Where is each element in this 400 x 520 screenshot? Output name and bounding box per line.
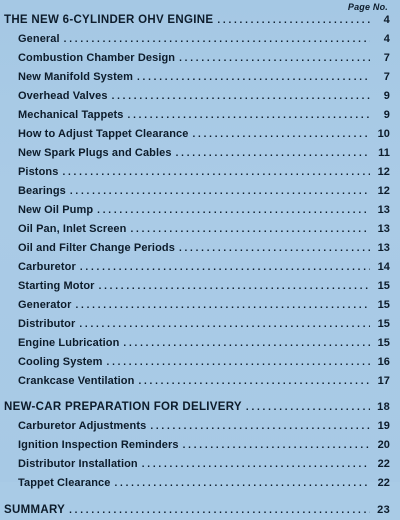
leader-dots xyxy=(62,163,370,182)
toc-entry[interactable] xyxy=(4,125,390,144)
toc-page-number: 9 xyxy=(383,90,390,102)
toc-page-number: 15 xyxy=(377,337,390,349)
toc-entry-title: How to Adjust Tappet Clearance xyxy=(18,128,189,140)
toc-entry-title: New Manifold System xyxy=(18,71,133,83)
toc-entry-title: Oil Pan, Inlet Screen xyxy=(18,223,127,235)
toc-page-number: 16 xyxy=(377,356,390,368)
toc-page-number: 13 xyxy=(377,204,390,216)
leader-dots xyxy=(80,258,370,277)
toc-entry[interactable] xyxy=(4,315,390,334)
toc-page-number: 7 xyxy=(383,52,390,64)
toc-page-number: 11 xyxy=(378,147,390,159)
toc-entry[interactable] xyxy=(4,296,390,315)
leader-dots xyxy=(192,125,370,144)
section-spacer xyxy=(4,493,390,501)
toc-page-number: 10 xyxy=(377,128,390,140)
toc-section-engine xyxy=(4,11,390,391)
toc-page-number: 9 xyxy=(383,109,390,121)
toc-entry[interactable] xyxy=(4,49,390,68)
toc-entry[interactable] xyxy=(4,455,390,474)
toc-entry-title: Tappet Clearance xyxy=(18,477,111,489)
toc-entry[interactable] xyxy=(4,201,390,220)
leader-dots xyxy=(142,455,370,474)
toc-entry[interactable] xyxy=(4,106,390,125)
toc-entry-title: Starting Motor xyxy=(18,280,95,292)
toc-section-title: THE NEW 6-CYLINDER OHV ENGINE xyxy=(4,14,214,26)
toc-entry[interactable] xyxy=(4,372,390,391)
toc-page-number: 12 xyxy=(377,166,390,178)
leader-dots xyxy=(112,87,370,106)
toc-section-heading[interactable] xyxy=(4,501,390,520)
toc-entry-title: Overhead Valves xyxy=(18,90,108,102)
leader-dots xyxy=(176,144,370,163)
toc-entry-title: Generator xyxy=(18,299,72,311)
leader-dots xyxy=(99,277,370,296)
toc-entry-title: Distributor Installation xyxy=(18,458,138,470)
leader-dots xyxy=(128,106,370,125)
leader-dots xyxy=(150,417,370,436)
toc-entry[interactable] xyxy=(4,353,390,372)
toc-page-number: 19 xyxy=(377,420,390,432)
toc-entry[interactable] xyxy=(4,258,390,277)
toc-entry-title: Carburetor Adjustments xyxy=(18,420,147,432)
toc-entry-title: New Spark Plugs and Cables xyxy=(18,147,172,159)
toc-entry-title: Oil and Filter Change Periods xyxy=(18,242,175,254)
toc-page-number: 23 xyxy=(377,504,390,516)
toc-page-number: 7 xyxy=(383,71,390,83)
toc-page-number: 17 xyxy=(377,375,390,387)
toc-entry-title: General xyxy=(18,33,60,45)
toc-entry[interactable] xyxy=(4,220,390,239)
toc-entry-title: Combustion Chamber Design xyxy=(18,52,176,64)
toc-page-number: 14 xyxy=(377,261,390,273)
toc-section-title: NEW-CAR PREPARATION FOR DELIVERY xyxy=(4,401,242,413)
toc-section-heading[interactable] xyxy=(4,398,390,417)
toc-entry[interactable] xyxy=(4,474,390,493)
toc-section-heading[interactable] xyxy=(4,11,390,30)
toc-entry[interactable] xyxy=(4,68,390,87)
toc-entry-title: Crankcase Ventilation xyxy=(18,375,135,387)
leader-dots xyxy=(179,49,370,68)
toc-entry[interactable] xyxy=(4,334,390,353)
leader-dots xyxy=(79,315,370,334)
toc-page-number: 22 xyxy=(377,477,390,489)
leader-dots xyxy=(217,11,370,30)
toc-page-number: 22 xyxy=(377,458,390,470)
toc-entry-title: Carburetor xyxy=(18,261,76,273)
toc-section-summary xyxy=(4,501,390,520)
toc-entry-title: Distributor xyxy=(18,318,76,330)
toc-page-number: 15 xyxy=(377,318,390,330)
toc-entry[interactable] xyxy=(4,239,390,258)
leader-dots xyxy=(64,30,370,49)
toc-entry-title: Engine Lubrication xyxy=(18,337,120,349)
toc-entry-title: Bearings xyxy=(18,185,66,197)
toc-entry[interactable] xyxy=(4,87,390,106)
toc-section-delivery xyxy=(4,398,390,493)
leader-dots xyxy=(123,334,370,353)
toc-page-number: 15 xyxy=(377,280,390,292)
toc-entry[interactable] xyxy=(4,436,390,455)
toc-entry-title: Cooling System xyxy=(18,356,103,368)
toc-page-number: 12 xyxy=(377,185,390,197)
toc-entry-title: Pistons xyxy=(18,166,59,178)
toc-page-number: 15 xyxy=(377,299,390,311)
toc-entry[interactable] xyxy=(4,30,390,49)
table-of-contents xyxy=(4,11,390,520)
leader-dots xyxy=(246,398,370,417)
leader-dots xyxy=(114,474,370,493)
toc-entry-title: New Oil Pump xyxy=(18,204,94,216)
toc-page-number: 13 xyxy=(377,242,390,254)
toc-entry-title: Ignition Inspection Reminders xyxy=(18,439,179,451)
leader-dots xyxy=(137,68,370,87)
leader-dots xyxy=(183,436,370,455)
leader-dots xyxy=(179,239,370,258)
toc-page-number: 18 xyxy=(377,401,390,413)
page-number-column-header: Page No. xyxy=(347,2,388,12)
toc-entry[interactable] xyxy=(4,144,390,163)
toc-entry[interactable] xyxy=(4,163,390,182)
toc-entry[interactable] xyxy=(4,417,390,436)
toc-page-number: 20 xyxy=(377,439,390,451)
section-spacer xyxy=(4,391,390,398)
toc-entry[interactable] xyxy=(4,277,390,296)
leader-dots xyxy=(75,296,370,315)
toc-section-title: SUMMARY xyxy=(4,504,66,516)
toc-page-number: 4 xyxy=(383,33,390,45)
leader-dots xyxy=(138,372,370,391)
toc-page-number: 4 xyxy=(383,14,390,26)
leader-dots xyxy=(69,501,370,520)
leader-dots xyxy=(107,353,370,372)
toc-entry-title: Mechanical Tappets xyxy=(18,109,124,121)
toc-page-number: 13 xyxy=(377,223,390,235)
leader-dots xyxy=(130,220,370,239)
toc-entry[interactable] xyxy=(4,182,390,201)
leader-dots xyxy=(70,182,370,201)
leader-dots xyxy=(97,201,370,220)
